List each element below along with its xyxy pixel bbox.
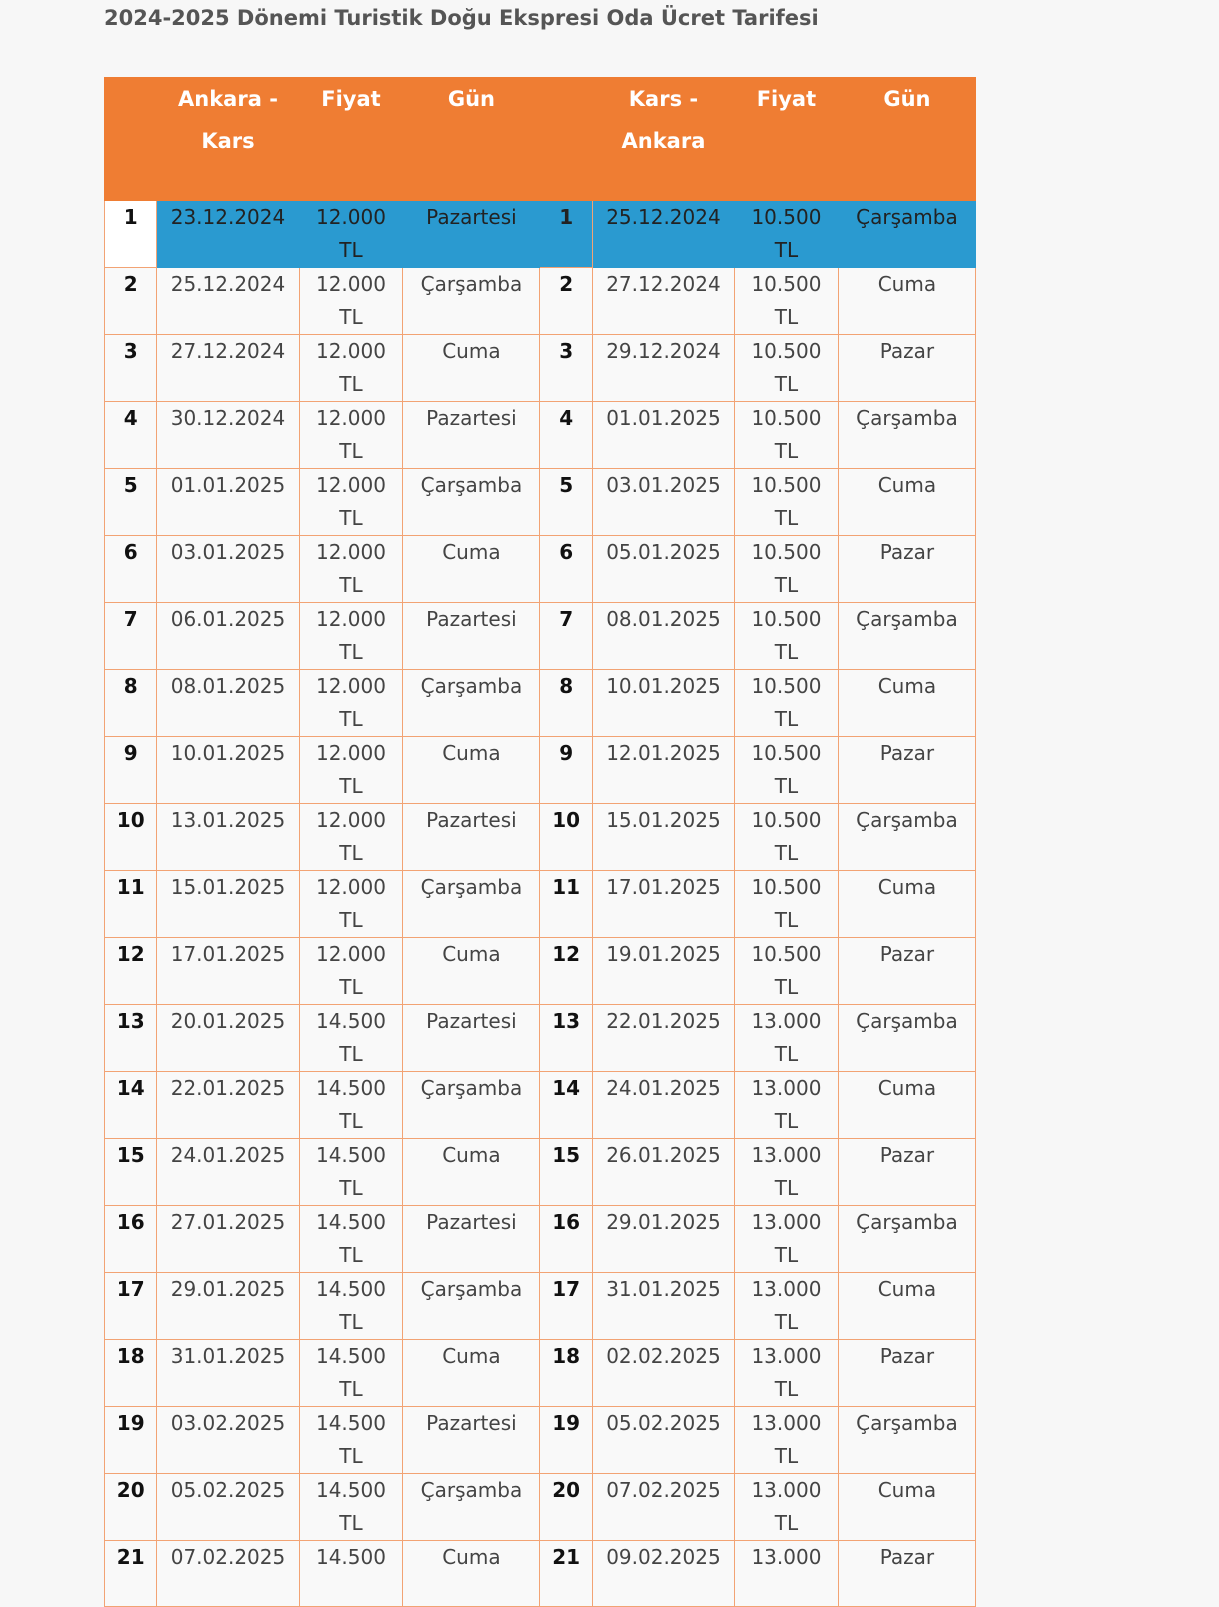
row-index-right: 3 (540, 335, 592, 402)
price-ankara-kars: 14.500 TL (299, 1206, 403, 1273)
price-ankara-kars: 14.500 TL (299, 1407, 403, 1474)
departure-date-ankara-kars: 27.12.2024 (157, 335, 299, 402)
price-ankara-kars: 12.000 TL (299, 201, 403, 268)
table-row (105, 737, 976, 804)
departure-date-kars-ankara: 31.01.2025 (592, 1273, 734, 1340)
table-row (105, 938, 976, 1005)
departure-date-kars-ankara: 02.02.2025 (592, 1340, 734, 1407)
table-row (105, 1407, 976, 1474)
row-index-right: 20 (540, 1474, 592, 1541)
table-row (105, 1273, 976, 1340)
departure-date-kars-ankara: 08.01.2025 (592, 603, 734, 670)
row-index-right: 4 (540, 402, 592, 469)
table-row (105, 201, 976, 268)
row-index-left: 4 (105, 402, 157, 469)
row-index-right: 7 (540, 603, 592, 670)
header-index-left (105, 78, 157, 201)
price-kars-ankara: 13.000 (735, 1541, 839, 1607)
departure-date-ankara-kars: 31.01.2025 (157, 1340, 299, 1407)
price-kars-ankara: 13.000 TL (735, 1139, 839, 1206)
day-kars-ankara: Pazar (838, 737, 975, 804)
price-ankara-kars: 12.000 TL (299, 737, 403, 804)
row-index-left: 9 (105, 737, 157, 804)
row-index-right: 14 (540, 1072, 592, 1139)
day-kars-ankara: Çarşamba (838, 1407, 975, 1474)
row-index-left: 13 (105, 1005, 157, 1072)
row-index-right: 16 (540, 1206, 592, 1273)
header-day-left: Gün (403, 78, 540, 201)
price-kars-ankara: 10.500 TL (735, 201, 839, 268)
price-kars-ankara: 13.000 TL (735, 1206, 839, 1273)
day-kars-ankara: Pazar (838, 938, 975, 1005)
day-ankara-kars: Cuma (403, 938, 540, 1005)
day-kars-ankara: Cuma (838, 1474, 975, 1541)
day-ankara-kars: Çarşamba (403, 268, 540, 335)
departure-date-ankara-kars: 13.01.2025 (157, 804, 299, 871)
table-row (105, 603, 976, 670)
table-row (105, 1340, 976, 1407)
table-row (105, 469, 976, 536)
day-kars-ankara: Çarşamba (838, 603, 975, 670)
row-index-left: 7 (105, 603, 157, 670)
departure-date-kars-ankara: 27.12.2024 (592, 268, 734, 335)
row-index-left: 2 (105, 268, 157, 335)
departure-date-kars-ankara: 17.01.2025 (592, 871, 734, 938)
tariff-table-container (104, 77, 976, 1607)
price-kars-ankara: 13.000 TL (735, 1273, 839, 1340)
price-kars-ankara: 10.500 TL (735, 938, 839, 1005)
departure-date-ankara-kars: 03.01.2025 (157, 536, 299, 603)
day-kars-ankara: Çarşamba (838, 1005, 975, 1072)
departure-date-ankara-kars: 08.01.2025 (157, 670, 299, 737)
departure-date-kars-ankara: 01.01.2025 (592, 402, 734, 469)
departure-date-kars-ankara: 19.01.2025 (592, 938, 734, 1005)
day-ankara-kars: Cuma (403, 1340, 540, 1407)
price-ankara-kars: 14.500 TL (299, 1273, 403, 1340)
departure-date-ankara-kars: 20.01.2025 (157, 1005, 299, 1072)
day-kars-ankara: Cuma (838, 268, 975, 335)
departure-date-ankara-kars: 10.01.2025 (157, 737, 299, 804)
price-ankara-kars: 14.500 TL (299, 1474, 403, 1541)
row-index-right: 15 (540, 1139, 592, 1206)
departure-date-ankara-kars: 23.12.2024 (157, 201, 299, 268)
row-index-left: 20 (105, 1474, 157, 1541)
departure-date-kars-ankara: 10.01.2025 (592, 670, 734, 737)
row-index-left: 16 (105, 1206, 157, 1273)
day-ankara-kars: Pazartesi (403, 603, 540, 670)
table-row (105, 268, 976, 335)
departure-date-ankara-kars: 06.01.2025 (157, 603, 299, 670)
table-row (105, 1139, 976, 1206)
price-ankara-kars: 12.000 TL (299, 603, 403, 670)
row-index-left: 11 (105, 871, 157, 938)
row-index-right: 11 (540, 871, 592, 938)
row-index-left: 19 (105, 1407, 157, 1474)
day-ankara-kars: Pazartesi (403, 1005, 540, 1072)
departure-date-ankara-kars: 25.12.2024 (157, 268, 299, 335)
row-index-left: 8 (105, 670, 157, 737)
day-kars-ankara: Pazar (838, 1340, 975, 1407)
departure-date-kars-ankara: 29.01.2025 (592, 1206, 734, 1273)
departure-date-kars-ankara: 29.12.2024 (592, 335, 734, 402)
row-index-right: 6 (540, 536, 592, 603)
day-ankara-kars: Pazartesi (403, 402, 540, 469)
day-kars-ankara: Çarşamba (838, 804, 975, 871)
table-row (105, 536, 976, 603)
departure-date-ankara-kars: 22.01.2025 (157, 1072, 299, 1139)
price-ankara-kars: 12.000 TL (299, 335, 403, 402)
day-kars-ankara: Çarşamba (838, 201, 975, 268)
day-ankara-kars: Çarşamba (403, 871, 540, 938)
row-index-left: 5 (105, 469, 157, 536)
table-row (105, 871, 976, 938)
departure-date-kars-ankara: 26.01.2025 (592, 1139, 734, 1206)
day-kars-ankara: Cuma (838, 1273, 975, 1340)
row-index-left: 18 (105, 1340, 157, 1407)
price-kars-ankara: 10.500 TL (735, 335, 839, 402)
departure-date-ankara-kars: 17.01.2025 (157, 938, 299, 1005)
price-ankara-kars: 12.000 TL (299, 402, 403, 469)
day-ankara-kars: Pazartesi (403, 201, 540, 268)
price-ankara-kars: 12.000 TL (299, 938, 403, 1005)
row-index-right: 21 (540, 1541, 592, 1607)
departure-date-kars-ankara: 15.01.2025 (592, 804, 734, 871)
row-index-left: 6 (105, 536, 157, 603)
departure-date-kars-ankara: 07.02.2025 (592, 1474, 734, 1541)
row-index-right: 5 (540, 469, 592, 536)
header-route-ankara-kars: Ankara - Kars (157, 78, 299, 201)
row-index-right: 17 (540, 1273, 592, 1340)
day-kars-ankara: Cuma (838, 1072, 975, 1139)
row-index-left: 1 (105, 201, 157, 268)
header-price-right: Fiyat (735, 78, 839, 201)
day-ankara-kars: Cuma (403, 1139, 540, 1206)
departure-date-ankara-kars: 27.01.2025 (157, 1206, 299, 1273)
table-header (105, 78, 976, 201)
price-ankara-kars: 14.500 (299, 1541, 403, 1607)
day-kars-ankara: Pazar (838, 536, 975, 603)
price-kars-ankara: 13.000 TL (735, 1340, 839, 1407)
table-row (105, 402, 976, 469)
row-index-right: 10 (540, 804, 592, 871)
day-ankara-kars: Cuma (403, 536, 540, 603)
table-row (105, 1072, 976, 1139)
price-kars-ankara: 10.500 TL (735, 871, 839, 938)
price-ankara-kars: 14.500 TL (299, 1072, 403, 1139)
table-row (105, 1541, 976, 1607)
table-body (105, 201, 976, 1607)
row-index-right: 18 (540, 1340, 592, 1407)
departure-date-kars-ankara: 25.12.2024 (592, 201, 734, 268)
day-kars-ankara: Pazar (838, 1139, 975, 1206)
table-row (105, 335, 976, 402)
table-row (105, 670, 976, 737)
day-ankara-kars: Cuma (403, 335, 540, 402)
day-ankara-kars: Cuma (403, 1541, 540, 1607)
price-ankara-kars: 12.000 TL (299, 268, 403, 335)
day-ankara-kars: Çarşamba (403, 1072, 540, 1139)
row-index-left: 21 (105, 1541, 157, 1607)
price-kars-ankara: 10.500 TL (735, 402, 839, 469)
row-index-right: 19 (540, 1407, 592, 1474)
row-index-right: 9 (540, 737, 592, 804)
price-kars-ankara: 10.500 TL (735, 268, 839, 335)
price-ankara-kars: 12.000 TL (299, 670, 403, 737)
row-index-right: 12 (540, 938, 592, 1005)
table-row (105, 1005, 976, 1072)
row-index-left: 15 (105, 1139, 157, 1206)
departure-date-kars-ankara: 22.01.2025 (592, 1005, 734, 1072)
price-kars-ankara: 13.000 TL (735, 1407, 839, 1474)
row-index-right: 13 (540, 1005, 592, 1072)
price-ankara-kars: 12.000 TL (299, 536, 403, 603)
departure-date-ankara-kars: 30.12.2024 (157, 402, 299, 469)
header-index-right (540, 78, 592, 201)
day-ankara-kars: Cuma (403, 737, 540, 804)
price-kars-ankara: 13.000 TL (735, 1072, 839, 1139)
row-index-right: 1 (540, 201, 592, 268)
departure-date-kars-ankara: 12.01.2025 (592, 737, 734, 804)
header-price-left: Fiyat (299, 78, 403, 201)
page-title: 2024-2025 Dönemi Turistik Doğu Ekspresi Oda Ücret Tarifesi (104, 6, 819, 30)
price-ankara-kars: 14.500 TL (299, 1139, 403, 1206)
departure-date-kars-ankara: 03.01.2025 (592, 469, 734, 536)
header-route-kars-ankara: Kars - Ankara (592, 78, 734, 201)
departure-date-ankara-kars: 29.01.2025 (157, 1273, 299, 1340)
tariff-table (104, 77, 976, 1607)
departure-date-ankara-kars: 01.01.2025 (157, 469, 299, 536)
day-ankara-kars: Çarşamba (403, 1474, 540, 1541)
day-kars-ankara: Pazar (838, 1541, 975, 1607)
day-kars-ankara: Çarşamba (838, 402, 975, 469)
price-ankara-kars: 14.500 TL (299, 1340, 403, 1407)
departure-date-kars-ankara: 24.01.2025 (592, 1072, 734, 1139)
day-kars-ankara: Cuma (838, 670, 975, 737)
price-ankara-kars: 12.000 TL (299, 804, 403, 871)
row-index-left: 10 (105, 804, 157, 871)
day-ankara-kars: Çarşamba (403, 670, 540, 737)
row-index-right: 8 (540, 670, 592, 737)
departure-date-kars-ankara: 09.02.2025 (592, 1541, 734, 1607)
price-kars-ankara: 13.000 TL (735, 1005, 839, 1072)
price-kars-ankara: 10.500 TL (735, 804, 839, 871)
day-ankara-kars: Çarşamba (403, 1273, 540, 1340)
day-kars-ankara: Çarşamba (838, 1206, 975, 1273)
table-row (105, 1206, 976, 1273)
header-day-right: Gün (838, 78, 975, 201)
price-kars-ankara: 10.500 TL (735, 737, 839, 804)
day-ankara-kars: Pazartesi (403, 804, 540, 871)
day-ankara-kars: Pazartesi (403, 1206, 540, 1273)
price-kars-ankara: 10.500 TL (735, 603, 839, 670)
row-index-left: 14 (105, 1072, 157, 1139)
departure-date-kars-ankara: 05.02.2025 (592, 1407, 734, 1474)
row-index-left: 17 (105, 1273, 157, 1340)
day-kars-ankara: Cuma (838, 871, 975, 938)
row-index-left: 12 (105, 938, 157, 1005)
departure-date-kars-ankara: 05.01.2025 (592, 536, 734, 603)
departure-date-ankara-kars: 03.02.2025 (157, 1407, 299, 1474)
price-kars-ankara: 10.500 TL (735, 469, 839, 536)
departure-date-ankara-kars: 15.01.2025 (157, 871, 299, 938)
row-index-right: 2 (540, 268, 592, 335)
price-ankara-kars: 14.500 TL (299, 1005, 403, 1072)
departure-date-ankara-kars: 07.02.2025 (157, 1541, 299, 1607)
day-ankara-kars: Çarşamba (403, 469, 540, 536)
price-kars-ankara: 10.500 TL (735, 670, 839, 737)
price-kars-ankara: 13.000 TL (735, 1474, 839, 1541)
day-kars-ankara: Pazar (838, 335, 975, 402)
table-row (105, 804, 976, 871)
departure-date-ankara-kars: 24.01.2025 (157, 1139, 299, 1206)
table-row (105, 1474, 976, 1541)
day-ankara-kars: Pazartesi (403, 1407, 540, 1474)
price-kars-ankara: 10.500 TL (735, 536, 839, 603)
departure-date-ankara-kars: 05.02.2025 (157, 1474, 299, 1541)
price-ankara-kars: 12.000 TL (299, 871, 403, 938)
row-index-left: 3 (105, 335, 157, 402)
day-kars-ankara: Cuma (838, 469, 975, 536)
price-ankara-kars: 12.000 TL (299, 469, 403, 536)
